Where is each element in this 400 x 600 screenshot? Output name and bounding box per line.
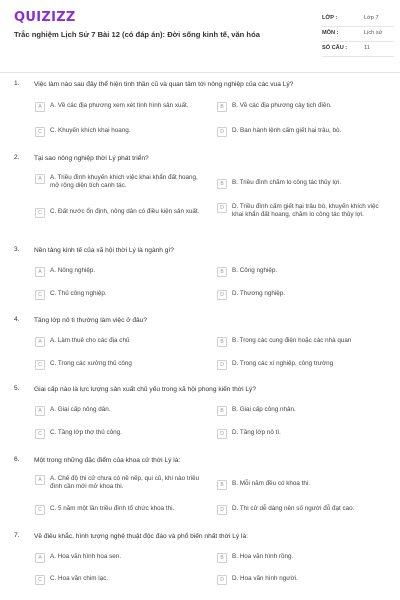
option-text: D. Thi cử dễ dàng nên số người đỗ đạt cao.	[232, 505, 355, 512]
option-letter-box: D	[217, 360, 227, 370]
option-letter-box: D	[217, 575, 227, 585]
option-text: A. Hoa văn hình hoa sen.	[50, 553, 122, 560]
meta-key: SỐ CÂU :	[322, 45, 348, 51]
question-text: Giai cấp nào là lực lượng sản xuất chủ yếu trong xã hội phong kiến thời Lý?	[34, 386, 257, 393]
question-text: Nền tảng kinh tế của xã hội thời Lý là ngành gì?	[34, 247, 174, 254]
option-text: D. Hoa văn hình người.	[232, 575, 298, 582]
meta-row-count	[322, 42, 394, 57]
option-text: B. Mỗi năm đều có khoa thi.	[232, 480, 311, 487]
option-letter-box: D	[217, 429, 227, 439]
question-number: 6.	[14, 456, 20, 463]
option-letter-box: A	[35, 267, 45, 277]
question-text: Tầng lớp nô tì thường làm việc ở đâu?	[34, 317, 148, 324]
meta-key: MÔN :	[322, 30, 339, 36]
option-letter-box: C	[35, 575, 45, 585]
option-text: B. Hoa văn hình rồng.	[232, 553, 294, 560]
option-letter-box: B	[217, 102, 227, 112]
option-letter-box: A	[35, 174, 45, 184]
question-number: 4.	[14, 316, 20, 323]
question-text: Về điêu khắc, hình tượng nghệ thuật độc đáo và phổ biến nhất thời Lý là:	[34, 533, 248, 540]
option-text: C. Đất nước ổn định, nông dân có điều kiện sản xuất.	[50, 208, 200, 215]
option-letter-box: D	[217, 203, 227, 213]
option-text: C. 5 năm một lần triều đình tổ chức khoa thi.	[50, 505, 175, 512]
option-text: A. Làm thuê cho các địa chủ	[50, 337, 130, 344]
option-letter-box: A	[35, 406, 45, 416]
option-letter-box: C	[35, 429, 45, 439]
option-text: B. Trong các cung điện hoặc các nhà quan	[232, 337, 352, 344]
meta-row-subject	[322, 27, 394, 42]
option-text: C. Khuyến khích khai hoang.	[50, 127, 131, 134]
option-letter-box: C	[35, 290, 45, 300]
option-letter-box: C	[35, 127, 45, 137]
option-letter-box: B	[217, 337, 227, 347]
option-letter-box: D	[217, 290, 227, 300]
option-letter-box: C	[35, 360, 45, 370]
option-text: B. Về các địa phương cày tịch điền.	[232, 102, 332, 109]
option-letter-box: B	[217, 179, 227, 189]
option-text: D. Triều đình cấm giết hại trâu bò, khuyến khích việc khai khẩn đất hoang, chăm lo công tác thủy lợi.	[232, 203, 379, 218]
meta-value: Lớp 7	[364, 15, 379, 21]
option-text: C. Trong các xưởng thủ công	[50, 360, 132, 367]
option-letter-box: B	[217, 267, 227, 277]
option-letter-box: B	[217, 553, 227, 563]
question-text: Tại sao nông nghiệp thời Lý phát triển?	[34, 155, 149, 162]
option-letter-box: D	[217, 505, 227, 515]
option-text: A. Chế độ thi cử chưa có nề nếp, qui củ, khi nào triều đình cần mới mở khoa thi.	[50, 475, 200, 490]
worksheet-header	[0, 0, 400, 73]
meta-row-grade	[322, 12, 394, 27]
meta-key: LỚP :	[322, 15, 338, 21]
option-text: D. Trong các xí nghiệp, công trường	[232, 360, 334, 367]
option-text: B. Triều đình chăm lo công tác thủy lợi.	[232, 179, 342, 186]
meta-value: 11	[364, 45, 370, 51]
option-text: D. Thương nghiệp.	[232, 290, 286, 297]
question-text: Việc làm nào sau đây thể hiện tinh thần cũ và quan tâm tới nông nghiệp của các vua Lý?	[34, 81, 294, 88]
meta-value: Lịch sử	[364, 30, 383, 36]
option-text: A. Triều đình khuyến khích việc khai khẩn đất hoang, mở rộng diện tích canh tác.	[50, 174, 198, 189]
question-number: 5.	[14, 385, 20, 392]
option-text: B. Công nghiệp.	[232, 267, 278, 274]
question-number: 1.	[14, 80, 20, 87]
option-text: C. Hoa văn chim lạc.	[50, 575, 109, 582]
option-letter-box: C	[35, 208, 45, 218]
option-text: D. Tầng lớp nô tì.	[232, 429, 281, 436]
option-letter-box: A	[35, 337, 45, 347]
option-text: A. Nông nghiệp.	[50, 267, 96, 274]
option-text: C. Tầng lớp thợ thủ công.	[50, 429, 122, 436]
question-number: 7.	[14, 532, 20, 539]
option-letter-box: B	[217, 480, 227, 490]
option-letter-box: C	[35, 505, 45, 515]
option-letter-box: D	[217, 127, 227, 137]
option-letter-box: B	[217, 406, 227, 416]
option-text: A. Về các địa phương xem xét tình hình sản xuất.	[50, 102, 189, 109]
option-letter-box: A	[35, 102, 45, 112]
option-letter-box: A	[35, 553, 45, 563]
worksheet-title: Trắc nghiệm Lịch Sử 7 Bài 12 (có đáp án): Đời sống kinh tế, văn hóa	[14, 30, 260, 39]
option-letter-box: A	[35, 475, 45, 485]
option-text: A. Giai cấp nông dân.	[50, 406, 111, 413]
option-text: D. Ban hành lệnh cấm giết hại trâu, bò.	[232, 127, 342, 134]
question-text: Một trong những đặc điểm của khoa cử thời Lý là:	[34, 457, 181, 464]
question-number: 2.	[14, 154, 20, 161]
option-text: C. Thủ công nghiệp.	[50, 290, 107, 297]
question-number: 3.	[14, 246, 20, 253]
option-text: B. Giai cấp công nhân.	[232, 406, 296, 413]
quizizz-logo: QUIZIZZ	[14, 10, 76, 25]
